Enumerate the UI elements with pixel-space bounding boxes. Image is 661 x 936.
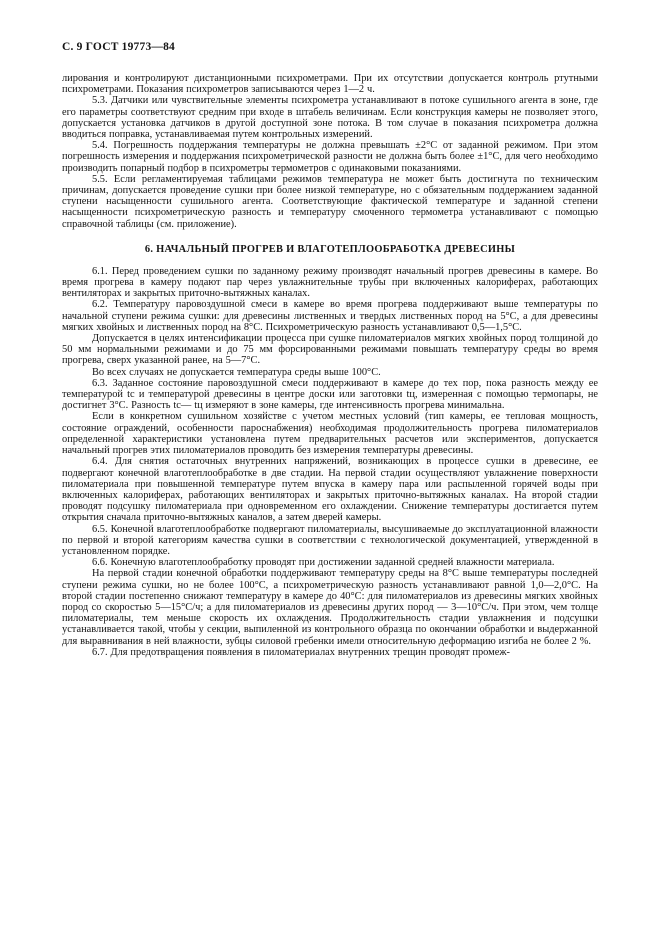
page-header: С. 9 ГОСТ 19773—84 <box>62 41 175 53</box>
paragraph-6-3-addendum: Если в конкретном сушильном хозяйстве с учетом местных условий (тип камеры, ее тепловая мощность, состояние ограждений, особенности пароснабжения) необходимая продолжительность прогрева пиломатериалов определенной характеристики установлена путем предварительных расчетов или экспериментов, допускается начальный прогрев этих пиломатериалов проводить без измерения температуры древесины. <box>62 411 598 457</box>
paragraph-6-7: 6.7. Для предотвращения появления в пиломатериалах внутренних трещин проводят промеж- <box>92 646 511 658</box>
paragraph-5-5: 5.5. Если регламентируемая таблицами режимов температура не может быть достигнута по техническим причинам, допускается проведение сушки при более низкой температуре, но с обязательным поддержанием заданной ступени насыщенности сушильного агента. Соответствующие фактической температуре и заданной степени насыщенности психрометрическую разность и температуру смоченного термометра устанавливают с помощью справочной таблицы (см. приложение). <box>62 173 598 230</box>
paragraph-6-2-addendum: Допускается в целях интенсификации процесса при сушке пиломатериалов мягких хвойных пород толщиной до 50 мм нормальными режимами и до 75 мм форсированными режимами повышать температуру среды во время прогрева, сверх указанной ранее, на 5—7°С. <box>62 333 598 367</box>
paragraph-6-6: 6.6. Конечную влаготеплообработку проводят при достижении заданной средней влажности материала. <box>92 557 555 569</box>
paragraph-6-6-addendum: На первой стадии конечной обработки поддерживают температуру среды на 8°С выше температуры последней ступени режима сушки, но не более 100°С, а психрометрическую разность устанавливают равной 1,0—2,0°С. На второй стадии постепенно снижают температуру в камере до 40°С: для пиломатериалов из древесины мягких хвойных пород со скоростью 5—15°С/ч; а для пиломатериалов из древесины других пород — 3—10°С/ч. При этом, чем толще пиломатериалы, тем меньше скорость их охлаждения. Продолжительность стадии увлажнения и подсушки устанавливается такой, чтобы у секции, выпиленной из контрольного образца по окончании обработки и выдержанной для выравнивания в ней влажности, зубцы силовой гребенки имели относительную деформацию изгиба не более 2 %. <box>62 568 598 647</box>
paragraph-5-2-continued: лирования и контролируют дистанционными психрометрами. При их отсутствии допускается контроль ртутными психрометрами. Показания психрометров записываются через 1—2 ч. <box>62 73 598 96</box>
section-6-title: 6. НАЧАЛЬНЫЙ ПРОГРЕВ И ВЛАГОТЕПЛООБРАБОТКА ДРЕВЕСИНЫ <box>144 243 516 255</box>
paragraph-6-2: 6.2. Температуру паровоздушной смеси в камере во время прогрева поддерживают выше температуры по начальной ступени режима сушки: для древесины лиственных и твердых лиственных пород на 5°С, а для древесины мягких хвойных и лиственных пород на 8°С. Психрометрическую разность устанавливают 0,5—1,5°С. <box>62 299 598 333</box>
paragraph-6-1: 6.1. Перед проведением сушки по заданному режиму производят начальный прогрев древесины в камере. Во время прогрева в камеру подают пар через увлажнительные трубы при включенных калориферах, работающих вентиляторах и закрытых приточно-вытяжных каналах. <box>62 265 598 300</box>
paragraph-6-5: 6.5. Конечной влаготеплообработке подвергают пиломатериалы, высушиваемые до эксплуатационной влажности по первой и второй категориям качества сушки в соответствии с технологической документацией, утвержденной в установленном порядке. <box>62 523 598 557</box>
paragraph-5-4: 5.4. Погрешность поддержания температуры не должна превышать ±2°С от заданной режимом. При этом погрешность измерения и поддержания психрометрической разности не должна быть более ±1°С, для чего необходимо производить попарный подбор в психрометры термометров с одинаковыми показаниями. <box>62 140 598 174</box>
paragraph-5-3: 5.3. Датчики или чувствительные элементы психрометра устанавливают в потоке сушильного агента в зоне, где его параметры соответствуют средним при входе в штабель величинам. Если конструкция камеры не позволяет этого, допускается установка датчиков в другой доступной зоне потока. В том случае в показания психрометра должна вводиться поправка, устанавливаемая путем контрольных измерений. <box>62 95 598 141</box>
paragraph-6-3: 6.3. Заданное состояние паровоздушной смеси поддерживают в камере до тех пор, пока разность между ее температурой tс и температурой древесины в центре доски или заготовки tц, измеренная с помощью термопары, не достигнет 3°С. Разность tс— tц измеряют в зоне камеры, где интенсивность прогрева минимальна. <box>62 377 598 412</box>
document-page <box>62 40 598 658</box>
document-body <box>62 73 598 658</box>
paragraph-6-2-limit: Во всех случаях не допускается температура среды выше 100°С. <box>92 366 381 378</box>
paragraph-6-4: 6.4. Для снятия остаточных внутренних напряжений, возникающих в процессе сушки в древесине, ее подвергают конечной влаготеплообработке в две стадии. На первой стадии осуществляют увлажнение поверхности пиломатериала при повышенной температуре путем впуска в камеру пара или распыленной горячей воды при включенных калориферах, работающих вентиляторах и закрытых приточно-вытяжных каналах. На второй стадии проводят подсушку пиломатериала при одновременном его охлаждении. Снижение температуры достигается путем открытия сначала приточно-вытяжных каналов, а затем дверей камеры. <box>62 456 598 524</box>
